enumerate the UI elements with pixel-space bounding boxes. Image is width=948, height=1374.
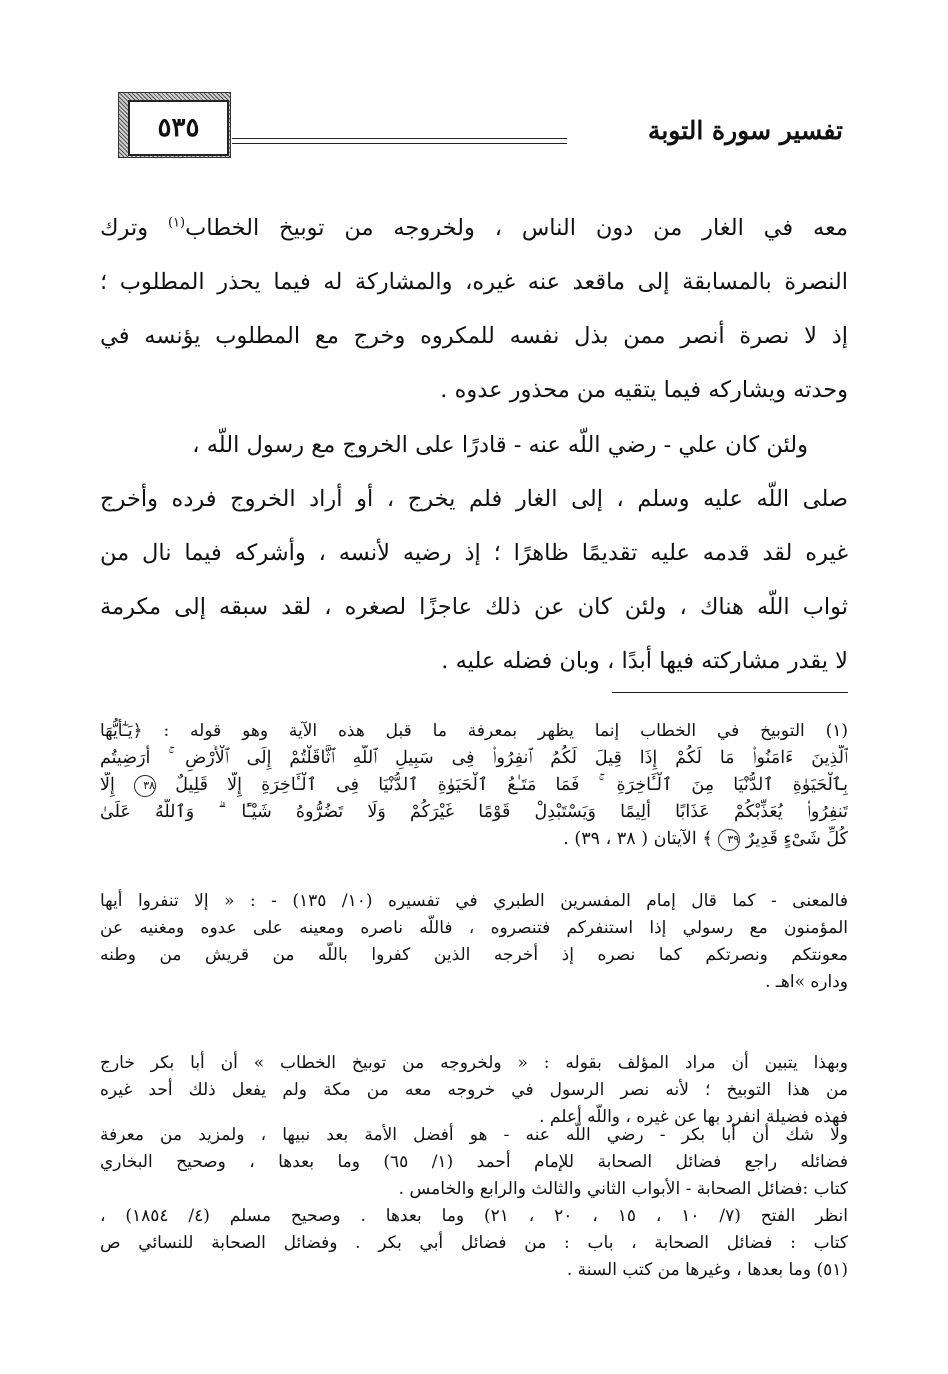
footnote-line: انظر الفتح (٧/ ١٠ ، ١٥ ، ٢٠ ، ٢١) وما بعدها . وصحيح مسلم (٤/ ١٨٥٤) ، xyxy=(100,1206,848,1226)
footnote-line: من هذا التوبيخ ؛ لأنه نصر الرسول في خروجه معه من مكة ولم يفعل ذلك أحد غيره xyxy=(100,1080,848,1100)
footnote-paragraph xyxy=(100,1122,848,1284)
header-rule xyxy=(232,138,567,144)
footnote-1 xyxy=(100,718,848,853)
footnote-line: معونتكم ونصرتكم كما نصره إذ أخرجه الذين كفروا باللّه من قريش من وطنه xyxy=(100,945,848,965)
text-line: لا يقدر مشاركته فيها أبدًا ، وبان فضله عليه . xyxy=(441,648,848,674)
page-number-box xyxy=(128,100,229,156)
text-line: إذ لا نصرة أنصر ممن بذل نفسه للمكروه وخرج مع المطلوب يؤنسه في xyxy=(100,323,848,349)
footnote-line: فهذه فضيلة انفرد بها عن غيره ، واللّه أعلم . xyxy=(539,1107,848,1127)
footnote-paragraph xyxy=(100,888,848,996)
quran-line: كُلِّ شَىْءٍ قَدِيرٌ ٣٩ ﴾ الآيتان ( ٣٨ ، ٣٩) . xyxy=(563,829,848,849)
footnote-line: وبهذا يتبين أن مراد المؤلف بقوله : « ولخروجه من توبيخ الخطاب » أن أبا بكر خارج xyxy=(100,1053,848,1073)
text-line: غيره لقد قدمه عليه تقديمًا ظاهرًا ؛ إذ رضيه لأنسه ، وأشركه فيما نال من xyxy=(100,540,848,566)
footnote-line: فضائله راجع فضائل الصحابة للإمام أحمد (١/ ٦٥) وما بعدها ، وصحيح البخاري xyxy=(100,1152,848,1172)
quran-line: تَنفِرُوا۟ يُعَذِّبْكُمْ عَذَابًا أَلِيمًا وَيَسْتَبْدِلْ قَوْمًا غَيْرَكُمْ وَلَا تَضُرُّوهُ شَيْـًٔا ۗ وَٱللَّهُ عَلَىٰ xyxy=(100,802,848,822)
quran-line: بِٱلْحَيَوٰةِ ٱلدُّنْيَا مِنَ ٱلْـَٔاخِرَةِ ۚ فَمَا مَتَـٰعُ ٱلْحَيَوٰةِ ٱلدُّنْيَا فِى ٱلْـَٔاخِرَةِ إِلَّا قَلِيلٌ ٣٨ إِلَّا xyxy=(100,775,848,795)
footnote-line: (١) التوبيخ في الخطاب إنما يظهر بمعرفة ما قبل هذه الآية وهو قوله : ﴿يَـٰٓأَيُّهَا xyxy=(100,721,848,741)
paragraph-1 xyxy=(100,201,848,417)
text-line: ثواب اللّه هناك ، ولئن كان عن ذلك عاجزًا لصغره ، لقد سبقه إلى مكرمة xyxy=(100,594,848,620)
footnote-separator xyxy=(612,692,848,693)
footnote-line: (٥١) وما بعدها ، وغيرها من كتب السنة . xyxy=(566,1260,848,1280)
footnote-line: كتاب : فضائل الصحابة ، باب : من فضائل أبي بكر . وفضائل الصحابة للنسائي ص xyxy=(100,1233,848,1253)
footnote-ref: (١) xyxy=(167,215,186,231)
text-line: وحدته ويشاركه فيما يتقيه من محذور عدوه . xyxy=(440,377,848,403)
running-title: تفسير سورة التوبة xyxy=(647,116,843,145)
page-number: ٥٣٥ xyxy=(157,113,200,143)
footnote-paragraph xyxy=(100,1050,848,1131)
footnote-line: وداره »اهـ . xyxy=(765,972,848,992)
footnote-line: كتاب :فضائل الصحابة - الأبواب الثاني والثالث والرابع والخامس . xyxy=(398,1179,848,1199)
text-line: صلى اللّه عليه وسلم ، إلى الغار فلم يخرج ، أو أراد الخروج فرده وأخرج xyxy=(100,486,848,512)
text-line: النصرة بالمسابقة إلى ماقعد عنه غيره، والمشاركة له فيما يحذر المطلوب ؛ xyxy=(100,269,848,295)
quran-line: ٱلَّذِينَ ءَامَنُوا۟ مَا لَكُمْ إِذَا قِيلَ لَكُمُ ٱنفِرُوا۟ فِى سَبِيلِ ٱللَّهِ ٱثَّاقَلْتُمْ إِلَى ٱلْأَرْضِ ۚ أَرَضِيتُم xyxy=(100,748,848,768)
paragraph-2 xyxy=(100,418,848,688)
ayah-number-marker: ٣٨ xyxy=(134,775,156,797)
text-line: ولئن كان علي - رضي اللّه عنه - قادرًا على الخروج مع رسول اللّه ، xyxy=(192,432,808,458)
footnote-line: المؤمنون مع رسولي إذا استنفركم فتنصروه ، فاللّه ناصره ومعينه على عدوه ومغنيه عن xyxy=(100,918,848,938)
footnote-line: فالمعنى - كما قال إمام المفسرين الطبري في تفسيره (١٠/ ١٣٥) - : « إلا تنفروا أيها xyxy=(100,891,848,911)
text-line: معه في الغار من دون الناس ، ولخروجه من توبيخ الخطاب$^{(١)}$ وترك xyxy=(100,215,848,241)
footnote-line: ولا شك أن أبا بكر - رضي اللّه عنه - هو أفضل الأمة بعد نبيها ، ولمزيد من معرفة xyxy=(100,1125,848,1145)
ayah-number-marker: ٣٩ xyxy=(718,829,740,851)
